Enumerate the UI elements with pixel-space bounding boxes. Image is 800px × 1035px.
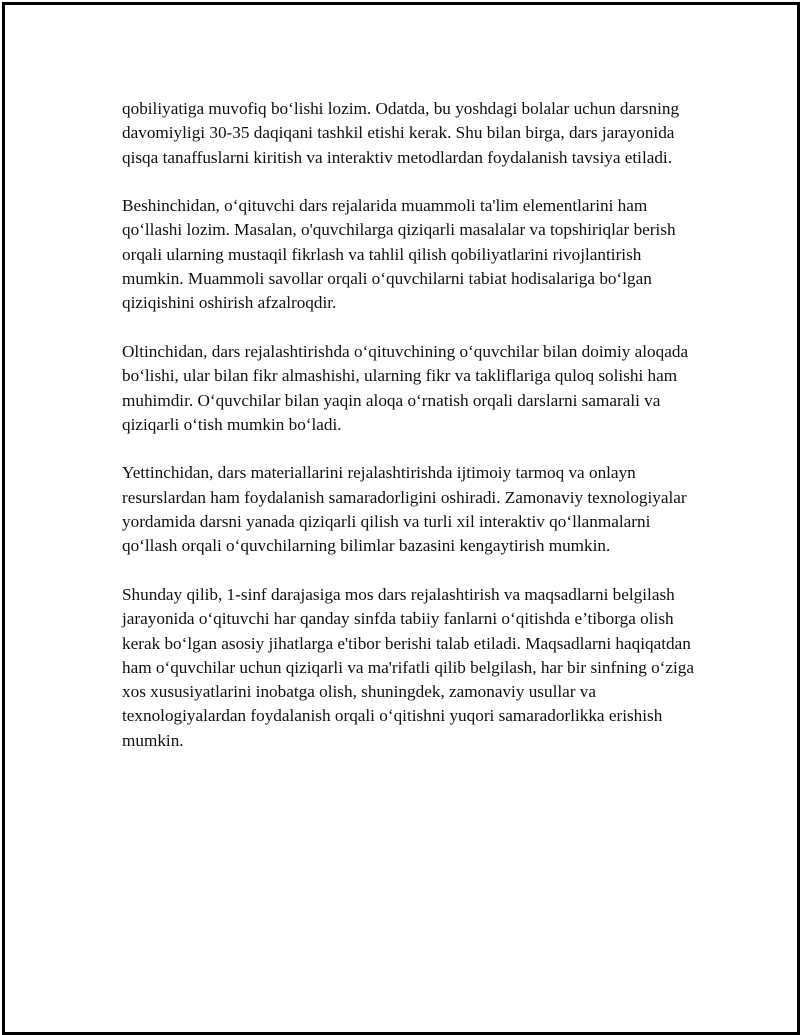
paragraph-3: Oltinchidan, dars rejalashtirishda o‘qituvchining o‘quvchilar bilan doimiy aloqada bo‘lishi, ular bilan fikr almashishi, ularning fikr va takliflariga quloq solishi ham muhimdir. O‘quvchilar bilan yaqin aloqa o‘rnatish orqali darslarni samarali va qiziqarli o‘tish mumkin bo‘ladi.: [122, 341, 689, 434]
document-body: [122, 97, 707, 777]
paragraph-1: qobiliyatiga muvofiq bo‘lishi lozim. Odatda, bu yoshdagi bolalar uchun darsning davomiyligi 30-35 daqiqani tashkil etishi kerak. Shu bilan birga, dars jarayonida qisqa tanaffuslarni kiritish va interaktiv metodlardan foydalanish tavsiya etiladi.: [122, 99, 680, 167]
paragraph-2: Beshinchidan, o‘qituvchi dars rejalarida muammoli ta'lim elementlarini ham qo‘llashi lozim. Masalan, o'quvchilarga qiziqarli masalalar va topshiriqlar berish orqali ularning mustaqil fikrlash va tahlil qilish qobiliyatlarini rivojlantirish mumkin. Muammoli savollar orqali o‘quvchilarni tabiat hodisalariga bo‘lgan qiziqishini oshirish afzalroqdir.: [122, 196, 676, 313]
paragraph-4: Yettinchidan, dars materiallarini rejalashtirishda ijtimoiy tarmoq va onlayn resurslardan ham foydalanish samaradorligini oshiradi. Zamonaviy texnologiyalar yordamida darsni yanada qiziqarli qilish va turli xil interaktiv qo‘llanmalarni qo‘llash orqali o‘quvchilarning bilimlar bazasini kengaytirish mumkin.: [122, 463, 687, 556]
paragraph-5: Shunday qilib, 1-sinf darajasiga mos dars rejalashtirish va maqsadlarni belgilash jarayonida o‘qituvchi har qanday sinfda tabiiy fanlarni o‘qitishda e’tiborga olish kerak bo‘lgan asosiy jihatlarga e'tibor berishi talab etiladi. Maqsadlarni haqiqatdan ham o‘quvchilar uchun qiziqarli va ma'rifatli qilib belgilash, har bir sinfning o‘ziga xos xususiyatlarini inobatga olish, shuningdek, zamonaviy usullar va texnologiyalardan foydalanish orqali o‘qitishni yuqori samaradorlikka erishish mumkin.: [122, 584, 695, 750]
page-border: [2, 2, 800, 1035]
